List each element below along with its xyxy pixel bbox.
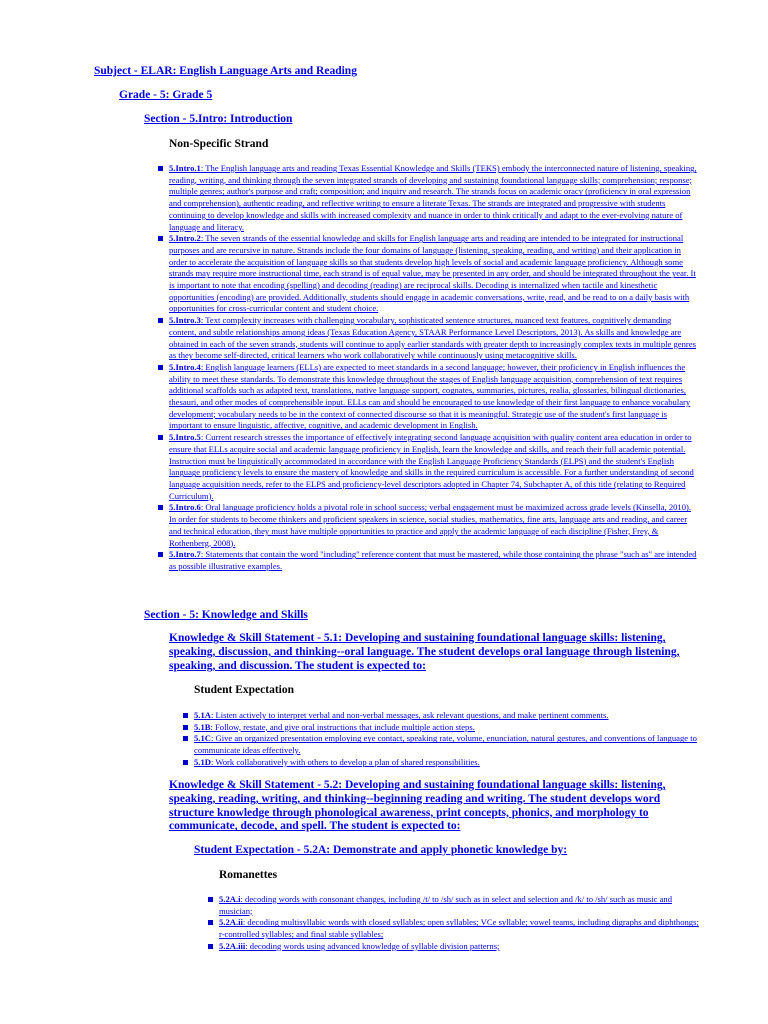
item-code: 5.1B [194, 721, 211, 732]
square-bullet-icon [183, 736, 188, 741]
item-link[interactable] [169, 233, 696, 313]
square-bullet-icon [183, 713, 188, 718]
section-ks-link-text[interactable]: Section - 5: Knowledge and Skills [144, 609, 308, 621]
item-code: 5.1D [194, 756, 211, 767]
list-item[interactable] [219, 917, 699, 940]
kss1-link-text[interactable]: Knowledge & Skill Statement - 5.1: Developing and sustaining foundational language skills: listening, speaking, discussion, and thinking--oral language. The student develops oral language through listening, speaking, and discussion. The student is expected to: [169, 632, 680, 672]
section-intro-link-text[interactable]: Section - 5.Intro: Introduction [144, 113, 293, 125]
item-link[interactable] [194, 722, 475, 732]
item-code: 5.Intro.2 [169, 233, 201, 244]
item-text: : Follow, restate, and give oral instructions that include multiple action steps. [210, 721, 475, 732]
item-text: : Current research stresses the importance of effectively integrating second language acquisition with quality content area education in order to ensure that ELLs acquire social and academic language proficiency in English, learn the knowledge and skills, and reach their full academic potential. Instruction must be linguistically accommodated in accordance with the English Language Proficiency Standards (ELPS) and the student's English language proficiency levels to ensure the mastery of knowledge and skills in the required curriculum is accessible. For a further understanding of second language acquisition needs, refer to the ELPS and proficiency-level descriptors adopted in Chapter 74, Subchapter A, of this title (relating to Required Curriculum). [169, 432, 694, 501]
romanettes-list [219, 894, 699, 953]
item-code: 5.1A [194, 710, 211, 720]
item-link[interactable] [169, 362, 690, 431]
item-text: : decoding multisyllabic words with closed syllables; open syllables; VCe syllable; vowel teams, including digraphs and diphthongs; r-controlled syllables; and final stable syllables; [219, 917, 699, 940]
list-item[interactable] [169, 163, 699, 233]
item-link[interactable] [169, 432, 694, 501]
knowledge-skill-statement-5-2[interactable] [169, 779, 699, 834]
item-link[interactable] [169, 163, 697, 232]
item-text: : The seven strands of the essential knowledge and skills for English language arts and reading are intended to be integrated for instructional purposes and are recursive in nature. Strands include the four domains of language (listening, speaking, reading, and writing) and their application in order to accelerate the acquisition of language skills so that students develop high levels of social and academic language proficiency. Although some strands may require more instructional time, each strand is of equal value, may be presented in any order, and should be integrated throughout the year. It is important to note that encoding (spelling) and decoding (reading) are reciprocal skills. Decoding is internalized when tactile and kinesthetic opportunities (encoding) are provided. Additionally, students should engage in academic conversations, write, read, and be read to on a daily basis with opportunities for cross-curricular content and student choice. [169, 233, 696, 314]
kss2-link-text[interactable]: Knowledge & Skill Statement - 5.2: Developing and sustaining foundational language skills: listening, speaking, reading, writing, and thinking--beginning reading and writing. The student develops word structure knowledge through phonological awareness, print concepts, phonics, and morphology to communicate, decode, and spell. The student is expected to: [169, 779, 666, 833]
item-code: 5.Intro.6 [169, 502, 201, 513]
item-code: 5.2A.i [219, 894, 241, 904]
item-code: 5.2A.ii [219, 917, 243, 928]
item-link[interactable] [194, 757, 480, 767]
list-item[interactable] [219, 941, 699, 953]
square-bullet-icon [158, 435, 163, 440]
student-expectation-list [194, 710, 699, 769]
item-text: : Listen actively to interpret verbal and non-verbal messages, ask relevant questions, and make pertinent comments. [210, 710, 609, 720]
item-text: : Work collaboratively with others to develop a plan of shared responsibilities. [210, 756, 480, 767]
item-link[interactable] [194, 710, 609, 720]
list-item[interactable] [169, 233, 699, 315]
item-code: 5.1C [194, 733, 211, 744]
item-code: 5.2A.iii [219, 940, 246, 951]
list-item[interactable] [169, 502, 699, 549]
square-bullet-icon [208, 944, 213, 949]
list-item[interactable] [169, 315, 699, 362]
square-bullet-icon [158, 552, 163, 557]
square-bullet-icon [158, 236, 163, 241]
item-code: 5.Intro.1 [169, 163, 201, 173]
list-item[interactable] [194, 757, 699, 769]
item-text: : Statements that contain the word "including" reference content that must be mastered, while those containing the phrase "such as" are intended as possible illustrative examples. [169, 549, 697, 571]
strand-heading: Non-Specific Strand [169, 138, 269, 150]
student-expectation-heading: Student Expectation [194, 684, 294, 696]
student-expectation-5-2a-link[interactable] [194, 844, 567, 856]
item-link[interactable] [169, 315, 696, 360]
item-link[interactable] [219, 894, 672, 916]
square-bullet-icon [158, 166, 163, 171]
intro-list [169, 163, 699, 573]
section-ks-link[interactable] [144, 609, 308, 621]
item-text: : Give an organized presentation employing eye contact, speaking rate, volume, enunciation, natural gestures, and conventions of language to communicate ideas effectively. [194, 733, 697, 756]
item-text: : English language learners (ELLs) are expected to meet standards in a second language; however, their proficiency in English influences the ability to meet these standards. To demonstrate this knowledge throughout the stages of English language acquisition, comprehension of text requires additional scaffolds such as adapted text, translations, native language support, cognates, summaries, pictures, realia, glossaries, bilingual dictionaries, thesauri, and other modes of comprehensible input. ELLs can and should be encouraged to use knowledge of their first language to enhance vocabulary development; vocabulary needs to be in the context of connected discourse so that it is meaningful. Strategic use of the student's first language is important to ensure linguistic, affective, cognitive, and academic development in English. [169, 361, 691, 431]
square-bullet-icon [208, 920, 213, 925]
list-item[interactable] [194, 722, 699, 734]
item-link[interactable] [169, 549, 696, 571]
list-item[interactable] [169, 549, 699, 572]
item-text: : decoding words using advanced knowledge of syllable division patterns; [245, 940, 500, 951]
item-code: 5.Intro.4 [169, 361, 201, 372]
item-link[interactable] [194, 733, 697, 755]
square-bullet-icon [208, 897, 213, 902]
list-item[interactable] [194, 733, 699, 756]
square-bullet-icon [183, 725, 188, 730]
subject-link-text[interactable]: Subject - ELAR: English Language Arts and Reading [94, 65, 357, 77]
item-text: : Oral language proficiency holds a pivotal role in school success; verbal engagement must be maximized across grade levels (Kinsella, 2010). In order for students to become thinkers and proficient speakers in science, social studies, mathematics, fine arts, language arts and reading, and career and technical education, they must have multiple opportunities to practice and apply the academic language of each discipline (Fisher, Frey, & Rothenberg, 2008). [169, 502, 692, 548]
romanettes-heading: Romanettes [219, 869, 278, 881]
grade-link-text[interactable]: Grade - 5: Grade 5 [119, 89, 213, 101]
item-text: : Text complexity increases with challenging vocabulary, sophisticated sentence structures, nuanced text features, cognitively demanding content, and subtle relationships among ideas (Texas Education Agency, STAAR Performance Level Descriptors, 2013). As skills and knowledge are obtained in each of the seven strands, students will continue to apply earlier standards with greater depth to increasingly complex texts in multiple genres as they become self-directed, critical learners who work collaboratively while continuously using metacognitive skills. [169, 315, 696, 361]
knowledge-skill-statement-5-1[interactable] [169, 632, 699, 673]
item-text: : decoding words with consonant changes, including /t/ to /sh/ such as in select and selection and /k/ to /sh/ such as music and musician; [219, 894, 673, 916]
subject-link[interactable] [94, 65, 357, 77]
list-item[interactable] [194, 710, 699, 722]
list-item[interactable] [219, 894, 699, 917]
item-link[interactable] [169, 502, 691, 547]
item-code: 5.Intro.5 [169, 432, 201, 443]
item-link[interactable] [219, 941, 499, 951]
square-bullet-icon [158, 318, 163, 323]
square-bullet-icon [183, 760, 188, 765]
section-intro-link[interactable] [144, 113, 292, 125]
grade-link[interactable] [119, 89, 212, 101]
se-5-2a-link-text[interactable]: Student Expectation - 5.2A: Demonstrate and apply phonetic knowledge by: [194, 844, 568, 856]
list-item[interactable] [169, 432, 699, 502]
list-item[interactable] [169, 362, 699, 432]
item-link[interactable] [219, 917, 699, 939]
item-code: 5.Intro.3 [169, 315, 201, 326]
square-bullet-icon [158, 365, 163, 370]
item-code: 5.Intro.7 [169, 549, 201, 560]
item-text: : The English language arts and reading Texas Essential Knowledge and Skills (TEKS) embody the interconnected nature of listening, speaking, reading, writing, and thinking through the seven integrated strands of developing and sustaining foundational language skills; comprehension; response; multiple genres; author's purpose and craft; composition; and inquiry and research. The strands focus on academic oracy (proficiency in oral expression and comprehension), authentic reading, and reflective writing to ensure a literate Texas. The strands are integrated and progressive with students continuing to develop knowledge and skills with increased complexity and nuance in order to think critically and adapt to the ever-evolving nature of language and literacy. [169, 163, 697, 232]
square-bullet-icon [158, 505, 163, 510]
